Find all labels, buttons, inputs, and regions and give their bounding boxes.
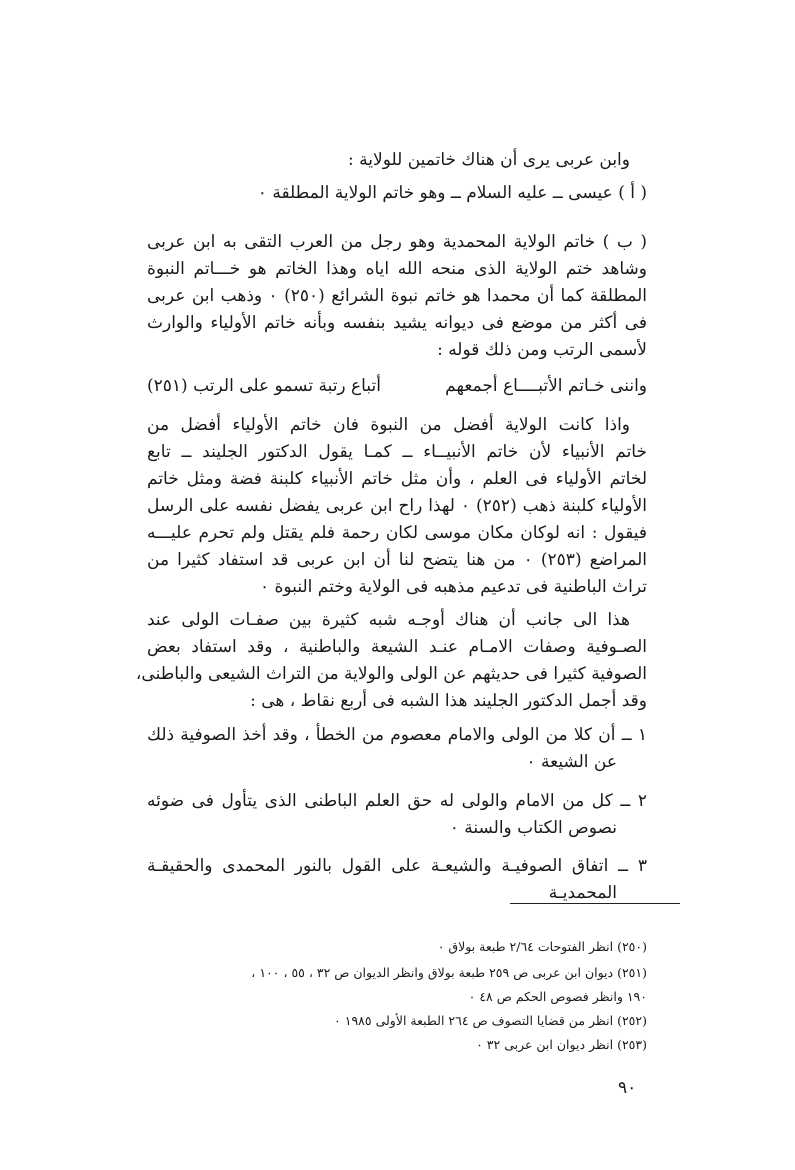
para2-line-3: لخاتم الأولياء فى العلم ، وأن مثل خاتم الأنبياء كلبنة فضة ومثل خاتم xyxy=(147,469,647,489)
item-b-line-3: المطلقة كما أن محمدا هو خاتم نبوة الشرائع (٢٥٠) ٠ وذهب ابن عربى xyxy=(147,286,648,306)
point-2-line-1: ٢ ــ كل من الامام والولى له حق العلم الباطنى الذى يتأول فى ضوئه xyxy=(147,791,647,811)
point-3-line-1: ٣ ــ اتفاق الصوفيـة والشيعـة على القول بالنور المحمدى والحقيقـة xyxy=(147,856,648,876)
footnote-253: (٢٥٣) انظر ديوان ابن عربى ٣٢ ٠ xyxy=(476,1037,647,1052)
footnote-252: (٢٥٢) انظر من قضايا التصوف ص ٢٦٤ الطبعة الأولى ١٩٨٥ ٠ xyxy=(334,1013,647,1028)
verse-right-hemistich: واننى خـاتم الأتبــــاع أجمعهم xyxy=(445,376,647,396)
item-b-line-5: لأسمى الرتب ومن ذلك قوله : xyxy=(437,340,647,360)
para2-line-6: المراضع (٢٥٣) ٠ من هنا يتضح لنا أن ابن عربى قد استفاد كثيرا من xyxy=(147,550,647,570)
footnote-251-line-2: ١٩٠ وانظر فصوص الحكم ص ٤٨ ٠ xyxy=(468,989,647,1004)
item-b-line-1: ( ب ) خاتم الولاية المحمدية وهو رجل من العرب التقى به ابن عربى xyxy=(147,232,647,252)
point-3-line-2: المحمديـة xyxy=(548,883,617,903)
para2-line-7: تراث الباطنية فى تدعيم مذهبه فى الولاية وختم النبوة ٠ xyxy=(259,577,647,597)
para3-line-4: وقد أجمل الدكتور الجليند هذا الشبه فى أربع نقاط ، هى : xyxy=(250,691,647,711)
para2-line-2: خاتم الأنبياء لأن خاتم الأنبيــاء ــ كمـا يقول الدكتور الجليند ــ تابع xyxy=(147,442,647,462)
item-a: ( أ ) عيسى ــ عليه السلام ــ وهو خاتم الولاية المطلقة ٠ xyxy=(257,183,647,203)
footnote-separator xyxy=(510,903,680,904)
para2-line-5: فيقول : انه لوكان مكان موسى لكان رحمة فلم يقتل ولم تحرم عليـــه xyxy=(147,523,647,543)
para3-line-2: الصـوفية وصفات الامـام عنـد الشيعة والباطنية ، وقد استفاد بعض xyxy=(147,637,647,657)
point-1-line-1: ١ ــ أن كلا من الولى والامام معصوم من الخطأ ، وقد أخذ الصوفية ذلك xyxy=(147,725,647,745)
footnote-250: (٢٥٠) انظر الفتوحات ٢/٦٤ طبعة بولاق ٠ xyxy=(437,939,647,954)
verse-left-hemistich: أتباع رتبة تسمو على الرتب (٢٥١) xyxy=(147,376,381,396)
point-2-line-2: نصوص الكتاب والسنة ٠ xyxy=(449,818,617,838)
intro-line: وابن عربى يرى أن هناك خاتمين للولاية : xyxy=(348,150,630,170)
para3-line-1: هذا الى جانب أن هناك أوجـه شبه كثيرة بين صفـات الولى عند xyxy=(147,610,630,630)
item-b-line-2: وشاهد ختم الولاية الذى منحه الله اياه وهذا الخاتم هو خـــاتم النبوة xyxy=(147,259,647,279)
page-number: ٩٠ xyxy=(618,1078,637,1098)
point-1-line-2: عن الشيعة ٠ xyxy=(526,752,617,772)
para3-line-3: الصوفية كثيرا فى حديثهم عن الولى والولاية من التراث الشيعى والباطنى، xyxy=(135,664,647,684)
para2-line-4: الأولياء كلبنة ذهب (٢٥٢) ٠ لهذا راح ابن عربى يفضل نفسه على الرسل xyxy=(147,496,647,516)
footnote-251-line-1: (٢٥١) ديوان ابن عربى ص ٢٥٩ طبعة بولاق وانظر الديوان ص ٣٢ ، ٥٥ ، ١٠٠ ، xyxy=(251,965,647,980)
para2-line-1: واذا كانت الولاية أفضل من النبوة فان خاتم الأولياء أفضل من xyxy=(147,415,630,435)
item-b-line-4: فى أكثر من موضع فى ديوانه يشيد بنفسه وبأنه خاتم الأولياء والوارث xyxy=(147,313,647,333)
